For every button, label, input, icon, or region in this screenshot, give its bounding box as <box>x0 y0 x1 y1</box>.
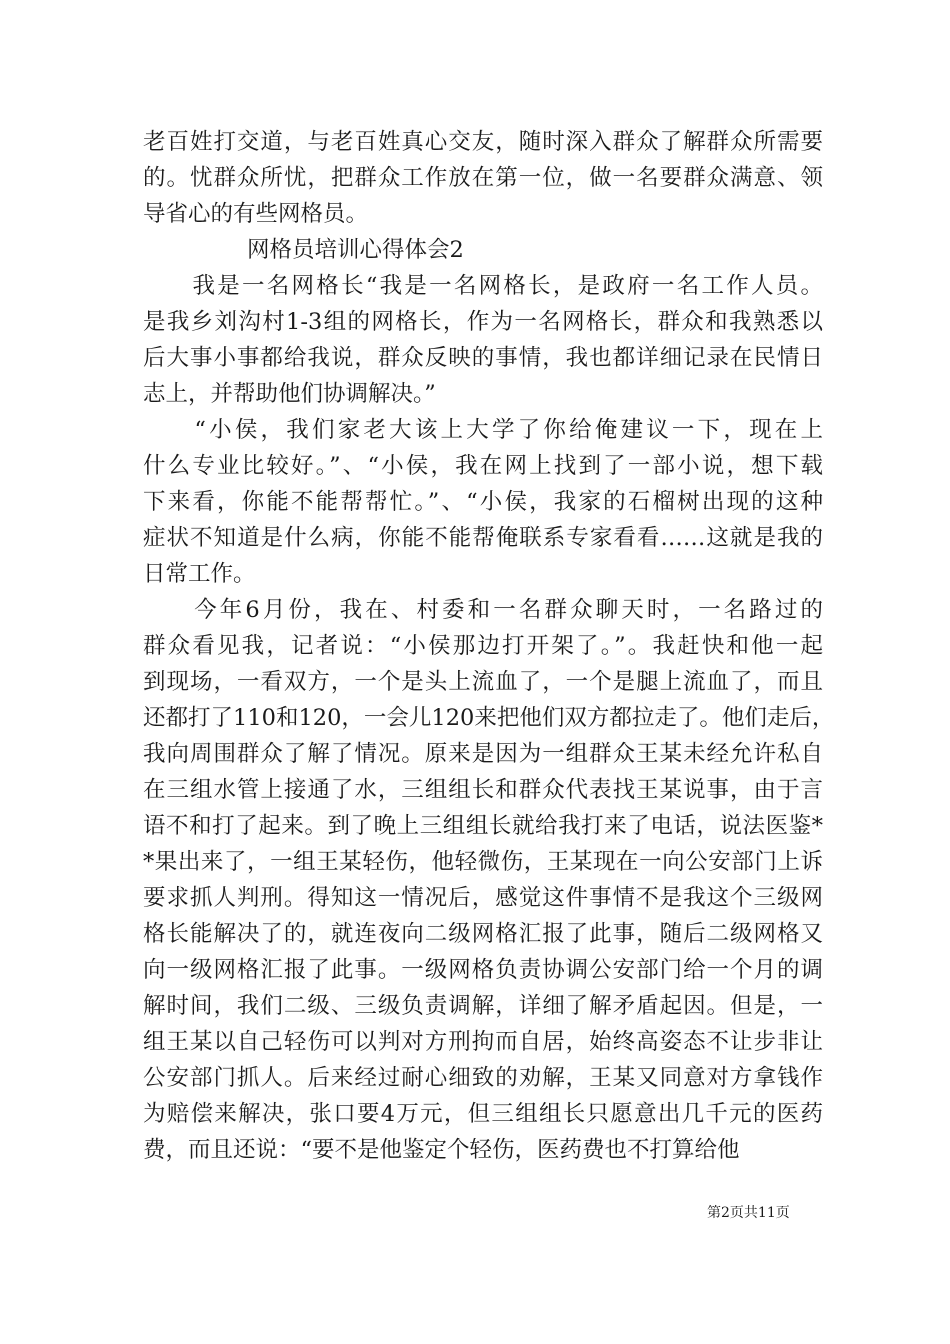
text-line: 什么专业比较好。”、“小侯，我在网上找到了一部小说，想下载 <box>143 453 823 479</box>
text-line: 要求抓人判刑。得知这一情况后，感觉这件事情不是我这个三级网 <box>143 885 823 911</box>
text-line: 日常工作。 <box>143 561 256 587</box>
text-line: 我是一名网格长“我是一名网格长，是政府一名工作人员。 <box>143 273 823 299</box>
text-line: 老百姓打交道，与老百姓真心交友，随时深入群众了解群众所需要 <box>143 129 823 155</box>
text-line: 今年6月份，我在、村委和一名群众聊天时，一名路过的 <box>143 597 823 623</box>
text-line: 组王某以自己轻伤可以判对方刑拘而自居，始终高姿态不让步非让 <box>143 1029 823 1055</box>
text-line: 的。忧群众所忧，把群众工作放在第一位，做一名要群众满意、领 <box>143 165 823 191</box>
text-line: 向一级网格汇报了此事。一级网格负责协调公安部门给一个月的调 <box>143 957 823 983</box>
text-line: *果出来了，一组王某轻伤，他轻微伤，王某现在一向公安部门上诉 <box>143 849 823 875</box>
text-line: 志上，并帮助他们协调解决。” <box>143 381 436 407</box>
text-line: 下来看，你能不能帮帮忙。”、“小侯，我家的石榴树出现的这种 <box>143 489 823 515</box>
text-line: 解时间，我们二级、三级负责调解，详细了解矛盾起因。但是，一 <box>143 993 823 1019</box>
text-line: 还都打了110和120，一会儿120来把他们双方都拉走了。他们走后， <box>143 705 835 731</box>
text-line: 费，而且还说：“要不是他鉴定个轻伤，医药费也不打算给他 <box>143 1137 740 1163</box>
section-title: 网格员培训心得体会2 <box>247 237 464 263</box>
text-line: 是我乡刘沟村1-3组的网格长，作为一名网格长，群众和我熟悉以 <box>143 309 823 335</box>
page-number-footer: 第2页共11页 <box>707 1205 790 1221</box>
text-line: 在三组水管上接通了水，三组组长和群众代表找王某说事，由于言 <box>143 777 823 803</box>
text-line: 后大事小事都给我说，群众反映的事情，我也都详细记录在民情日 <box>143 345 823 371</box>
text-line: “小侯，我们家老大该上大学了你给俺建议一下，现在上 <box>143 417 823 443</box>
text-line: 为赔偿来解决，张口要4万元，但三组组长只愿意出几千元的医药 <box>143 1101 823 1127</box>
text-line: 症状不知道是什么病，你能不能帮俺联系专家看看……这就是我的 <box>143 525 823 551</box>
text-line: 我向周围群众了解了情况。原来是因为一组群众王某未经允许私自 <box>143 741 823 767</box>
text-line: 群众看见我，记者说：“小侯那边打开架了。”。我赶快和他一起 <box>143 633 823 659</box>
text-line: 导省心的有些网格员。 <box>143 201 369 227</box>
text-line: 公安部门抓人。后来经过耐心细致的劝解，王某又同意对方拿钱作 <box>143 1065 823 1091</box>
text-line: 语不和打了起来。到了晚上三组组长就给我打来了电话，说法医鉴* <box>143 813 823 839</box>
text-line: 格长能解决了的，就连夜向二级网格汇报了此事，随后二级网格又 <box>143 921 823 947</box>
text-line: 到现场，一看双方，一个是头上流血了，一个是腿上流血了，而且 <box>143 669 823 695</box>
